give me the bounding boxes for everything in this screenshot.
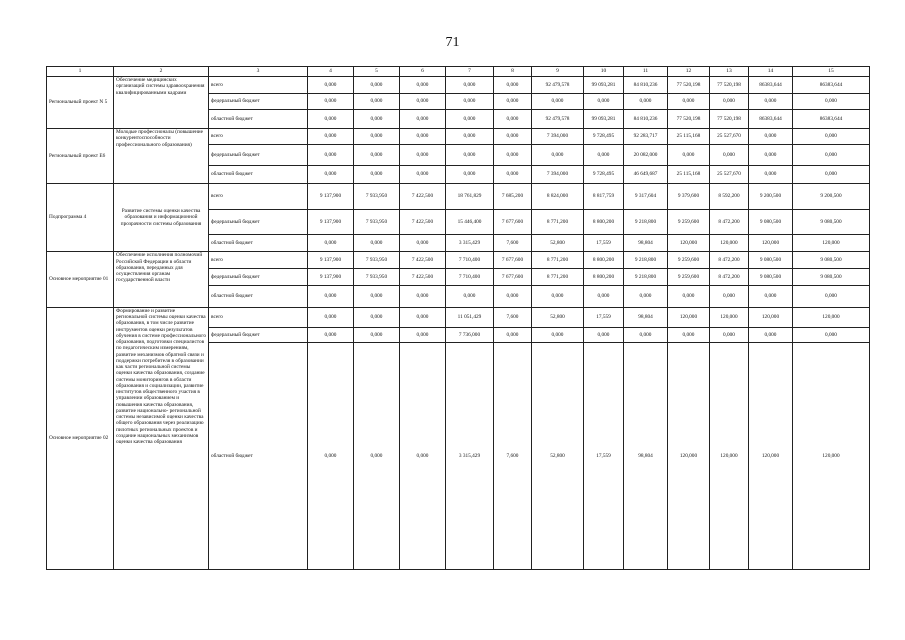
amount-cell: 9 080,500 <box>749 252 793 269</box>
amount-cell: 0,000 <box>494 144 532 165</box>
amount-cell: 0,000 <box>793 129 870 145</box>
column-header: 12 <box>668 67 710 77</box>
amount-cell: 7 677,600 <box>494 269 532 286</box>
amount-cell: 0,000 <box>400 307 446 327</box>
column-header: 3 <box>209 67 308 77</box>
table-row <box>47 183 870 210</box>
table-body <box>47 77 870 570</box>
amount-cell: 0,000 <box>532 93 584 110</box>
funding-source: областной бюджет <box>209 110 308 129</box>
amount-cell: 0,000 <box>624 285 668 307</box>
amount-cell: 0,000 <box>532 285 584 307</box>
column-header: 9 <box>532 67 584 77</box>
amount-cell: 0,000 <box>308 165 354 183</box>
amount-cell: 8 817,759 <box>584 183 624 210</box>
amount-cell: 0,000 <box>793 327 870 343</box>
amount-cell: 0,000 <box>494 110 532 129</box>
amount-cell: 0,000 <box>793 93 870 110</box>
amount-cell: 0,000 <box>532 144 584 165</box>
amount-cell: 120,000 <box>710 343 749 570</box>
amount-cell: 0,000 <box>400 234 446 252</box>
amount-cell: 0,000 <box>494 129 532 145</box>
amount-cell: 7 685,200 <box>494 183 532 210</box>
amount-cell: 77 520,198 <box>710 110 749 129</box>
amount-cell: 9 200,500 <box>793 183 870 210</box>
amount-cell: 0,000 <box>400 343 446 570</box>
program-name: Основное мероприятие 02 <box>47 307 114 569</box>
funding-source: областной бюджет <box>209 285 308 307</box>
program-name: Региональный проект Е6 <box>47 129 114 183</box>
amount-cell: 86383,644 <box>793 77 870 94</box>
amount-cell: 0,000 <box>793 165 870 183</box>
table-row <box>47 252 870 269</box>
amount-cell: 0,000 <box>354 77 400 94</box>
amount-cell: 52,800 <box>532 234 584 252</box>
amount-cell: 17,559 <box>584 234 624 252</box>
amount-cell: 98,804 <box>624 343 668 570</box>
amount-cell: 0,000 <box>308 307 354 327</box>
amount-cell: 0,000 <box>584 327 624 343</box>
amount-cell: 0,000 <box>308 343 354 570</box>
amount-cell: 0,000 <box>749 165 793 183</box>
amount-cell: 120,000 <box>668 234 710 252</box>
amount-cell: 0,000 <box>308 327 354 343</box>
amount-cell: 0,000 <box>354 110 400 129</box>
amount-cell: 8 800,200 <box>584 252 624 269</box>
amount-cell: 0,000 <box>494 165 532 183</box>
amount-cell: 8 771,200 <box>532 210 584 234</box>
amount-cell: 0,000 <box>400 165 446 183</box>
amount-cell: 0,000 <box>354 285 400 307</box>
amount-cell: 0,000 <box>308 110 354 129</box>
amount-cell: 8 800,200 <box>584 210 624 234</box>
amount-cell: 9 080,500 <box>793 269 870 286</box>
amount-cell: 99 093,281 <box>584 77 624 94</box>
amount-cell: 17,559 <box>584 307 624 327</box>
amount-cell: 7 422,500 <box>400 210 446 234</box>
column-header: 13 <box>710 67 749 77</box>
amount-cell: 0,000 <box>446 285 494 307</box>
column-header: 11 <box>624 67 668 77</box>
amount-cell: 0,000 <box>354 93 400 110</box>
column-header: 15 <box>793 67 870 77</box>
amount-cell: 7 933,950 <box>354 183 400 210</box>
amount-cell: 7 677,600 <box>494 210 532 234</box>
amount-cell: 0,000 <box>446 129 494 145</box>
amount-cell: 25 115,168 <box>668 165 710 183</box>
column-header: 10 <box>584 67 624 77</box>
column-header: 4 <box>308 67 354 77</box>
program-name: Основное мероприятие 01 <box>47 252 114 307</box>
amount-cell: 0,000 <box>668 144 710 165</box>
amount-cell: 17,559 <box>584 343 624 570</box>
amount-cell: 0,000 <box>400 285 446 307</box>
table-row <box>47 77 870 94</box>
amount-cell: 46 649,687 <box>624 165 668 183</box>
column-header: 8 <box>494 67 532 77</box>
amount-cell: 8 592,200 <box>710 183 749 210</box>
amount-cell: 0,000 <box>624 93 668 110</box>
amount-cell: 11 051,429 <box>446 307 494 327</box>
funding-source: всего <box>209 129 308 145</box>
amount-cell: 0,000 <box>354 307 400 327</box>
amount-cell: 7 933,950 <box>354 269 400 286</box>
amount-cell: 9 259,600 <box>668 252 710 269</box>
amount-cell: 9 379,600 <box>668 183 710 210</box>
program-description: Формирование и развитие региональной системы оценки качества образования, в том числе развитие инструментов оценки результатов обучения в системе профессионального образования, подготовки специалистов по педагогическим измерениям, развитие механизмов обратной связи и поддержки потребителя в образовании как части региональной системы оценки качества образования, создание системы мониторингов в области образования и социализации, развитие институтов общественного участия в управлении образованием и повышения качества образования, развитие национально- региональной системы независимой оценки качества общего образования через реализацию пилотных региональных проектов и создание национальных механизмов оценки качества образования <box>114 307 209 569</box>
amount-cell: 9 080,500 <box>793 210 870 234</box>
amount-cell: 9 137,900 <box>308 210 354 234</box>
amount-cell: 84 810,236 <box>624 77 668 94</box>
program-description: Развитие системы оценки качества образования и информационной прозрачности системы образования <box>114 183 209 252</box>
program-description: Молодые профессионалы (повышение конкурентоспособности профессионального образования) <box>114 129 209 183</box>
funding-source: областной бюджет <box>209 234 308 252</box>
amount-cell: 7,600 <box>494 234 532 252</box>
funding-source: всего <box>209 183 308 210</box>
funding-source: всего <box>209 307 308 327</box>
amount-cell: 7 394,000 <box>532 165 584 183</box>
amount-cell: 0,000 <box>710 93 749 110</box>
column-header: 7 <box>446 67 494 77</box>
amount-cell: 120,000 <box>793 307 870 327</box>
amount-cell: 0,000 <box>400 110 446 129</box>
amount-cell: 0,000 <box>354 144 400 165</box>
amount-cell: 7 736,000 <box>446 327 494 343</box>
amount-cell: 120,000 <box>793 234 870 252</box>
amount-cell: 98,804 <box>624 307 668 327</box>
amount-cell: 7 710,400 <box>446 252 494 269</box>
amount-cell: 7 394,000 <box>532 129 584 145</box>
funding-source: федеральный бюджет <box>209 144 308 165</box>
amount-cell: 25 115,168 <box>668 129 710 145</box>
column-header: 2 <box>114 67 209 77</box>
amount-cell: 0,000 <box>308 144 354 165</box>
amount-cell: 0,000 <box>354 327 400 343</box>
amount-cell: 0,000 <box>749 93 793 110</box>
amount-cell: 0,000 <box>668 285 710 307</box>
amount-cell: 3 315,429 <box>446 343 494 570</box>
amount-cell: 0,000 <box>584 93 624 110</box>
amount-cell: 9 728,495 <box>584 129 624 145</box>
amount-cell: 9 259,600 <box>668 269 710 286</box>
amount-cell: 86383,644 <box>749 110 793 129</box>
column-header: 1 <box>47 67 114 77</box>
amount-cell: 0,000 <box>710 327 749 343</box>
amount-cell: 0,000 <box>308 129 354 145</box>
funding-source: федеральный бюджет <box>209 269 308 286</box>
amount-cell: 0,000 <box>494 327 532 343</box>
amount-cell: 0,000 <box>446 165 494 183</box>
amount-cell: 0,000 <box>584 285 624 307</box>
amount-cell: 0,000 <box>494 285 532 307</box>
amount-cell: 8 472,200 <box>710 252 749 269</box>
amount-cell: 0,000 <box>354 234 400 252</box>
amount-cell: 9 317,604 <box>624 183 668 210</box>
amount-cell: 120,000 <box>749 307 793 327</box>
amount-cell: 3 315,429 <box>446 234 494 252</box>
funding-source: федеральный бюджет <box>209 210 308 234</box>
budget-table <box>46 66 870 570</box>
amount-cell: 0,000 <box>446 77 494 94</box>
amount-cell: 7 933,950 <box>354 210 400 234</box>
amount-cell: 7 422,500 <box>400 269 446 286</box>
column-header: 14 <box>749 67 793 77</box>
column-header: 6 <box>400 67 446 77</box>
amount-cell: 0,000 <box>400 327 446 343</box>
funding-source: областной бюджет <box>209 343 308 570</box>
amount-cell: 99 093,281 <box>584 110 624 129</box>
amount-cell: 0,000 <box>400 144 446 165</box>
amount-cell: 86383,644 <box>749 77 793 94</box>
amount-cell: 8 472,200 <box>710 269 749 286</box>
amount-cell: 9 080,500 <box>793 252 870 269</box>
amount-cell: 77 520,198 <box>668 77 710 94</box>
amount-cell: 120,000 <box>668 307 710 327</box>
amount-cell: 0,000 <box>446 93 494 110</box>
amount-cell: 7 933,950 <box>354 252 400 269</box>
amount-cell: 9 137,900 <box>308 252 354 269</box>
amount-cell: 0,000 <box>710 144 749 165</box>
column-header: 5 <box>354 67 400 77</box>
amount-cell: 92 479,578 <box>532 110 584 129</box>
header-row <box>47 67 870 77</box>
amount-cell: 25 527,670 <box>710 129 749 145</box>
amount-cell: 52,800 <box>532 307 584 327</box>
amount-cell: 0,000 <box>446 144 494 165</box>
page-number: 71 <box>445 35 460 50</box>
amount-cell: 0,000 <box>446 110 494 129</box>
amount-cell: 25 527,670 <box>710 165 749 183</box>
amount-cell: 9 259,600 <box>668 210 710 234</box>
amount-cell: 15 446,400 <box>446 210 494 234</box>
program-name: Подпрограмма 4 <box>47 183 114 252</box>
amount-cell: 8 771,200 <box>532 269 584 286</box>
amount-cell: 9 080,500 <box>749 269 793 286</box>
amount-cell: 8 824,000 <box>532 183 584 210</box>
amount-cell: 52,800 <box>532 343 584 570</box>
amount-cell: 77 520,198 <box>668 110 710 129</box>
amount-cell: 120,000 <box>793 343 870 570</box>
amount-cell: 0,000 <box>308 93 354 110</box>
amount-cell: 0,000 <box>354 343 400 570</box>
amount-cell: 86383,644 <box>793 110 870 129</box>
amount-cell: 7 677,600 <box>494 252 532 269</box>
program-name: Региональный проект N 5 <box>47 77 114 129</box>
amount-cell: 0,000 <box>668 93 710 110</box>
amount-cell: 120,000 <box>710 234 749 252</box>
amount-cell: 77 520,198 <box>710 77 749 94</box>
amount-cell: 7 422,500 <box>400 252 446 269</box>
program-description: Обеспечение исполнения полномочий Российской Федерации в области образования, переданных для осуществления органам государственной власти <box>114 252 209 307</box>
funding-source: областной бюджет <box>209 165 308 183</box>
amount-cell: 120,000 <box>710 307 749 327</box>
amount-cell: 9 080,500 <box>749 210 793 234</box>
amount-cell: 9 218,800 <box>624 252 668 269</box>
amount-cell: 9 200,500 <box>749 183 793 210</box>
amount-cell: 0,000 <box>308 234 354 252</box>
amount-cell: 7,600 <box>494 307 532 327</box>
funding-source: федеральный бюджет <box>209 93 308 110</box>
amount-cell: 7 422,500 <box>400 183 446 210</box>
amount-cell: 0,000 <box>749 285 793 307</box>
amount-cell: 0,000 <box>354 129 400 145</box>
amount-cell: 0,000 <box>494 93 532 110</box>
amount-cell: 8 800,200 <box>584 269 624 286</box>
amount-cell: 0,000 <box>400 77 446 94</box>
funding-source: всего <box>209 252 308 269</box>
table-row <box>47 129 870 145</box>
amount-cell: 8 771,200 <box>532 252 584 269</box>
amount-cell: 0,000 <box>308 285 354 307</box>
amount-cell: 7,600 <box>494 343 532 570</box>
amount-cell: 8 472,200 <box>710 210 749 234</box>
amount-cell: 120,000 <box>749 234 793 252</box>
amount-cell: 0,000 <box>749 129 793 145</box>
amount-cell: 84 810,236 <box>624 110 668 129</box>
amount-cell: 92 479,578 <box>532 77 584 94</box>
amount-cell: 0,000 <box>494 77 532 94</box>
amount-cell: 0,000 <box>584 144 624 165</box>
amount-cell: 0,000 <box>749 144 793 165</box>
funding-source: федеральный бюджет <box>209 327 308 343</box>
amount-cell: 0,000 <box>308 77 354 94</box>
funding-source: всего <box>209 77 308 94</box>
amount-cell: 0,000 <box>400 93 446 110</box>
amount-cell: 20 082,000 <box>624 144 668 165</box>
program-description: Обеспечение медицинских организаций системы здравоохранения квалифицированными кадрами <box>114 77 209 129</box>
amount-cell: 9 218,800 <box>624 210 668 234</box>
amount-cell: 9 137,900 <box>308 269 354 286</box>
amount-cell: 0,000 <box>710 285 749 307</box>
amount-cell: 98,804 <box>624 234 668 252</box>
amount-cell: 0,000 <box>354 165 400 183</box>
amount-cell: 9 218,800 <box>624 269 668 286</box>
amount-cell: 9 137,900 <box>308 183 354 210</box>
amount-cell: 7 710,400 <box>446 269 494 286</box>
amount-cell: 120,000 <box>668 343 710 570</box>
table-row <box>47 307 870 327</box>
amount-cell: 120,000 <box>749 343 793 570</box>
amount-cell: 0,000 <box>749 327 793 343</box>
amount-cell: 92 283,717 <box>624 129 668 145</box>
amount-cell: 0,000 <box>532 327 584 343</box>
amount-cell: 0,000 <box>668 327 710 343</box>
amount-cell: 0,000 <box>400 129 446 145</box>
amount-cell: 9 728,495 <box>584 165 624 183</box>
amount-cell: 18 761,829 <box>446 183 494 210</box>
amount-cell: 0,000 <box>624 327 668 343</box>
amount-cell: 0,000 <box>793 285 870 307</box>
amount-cell: 0,000 <box>793 144 870 165</box>
